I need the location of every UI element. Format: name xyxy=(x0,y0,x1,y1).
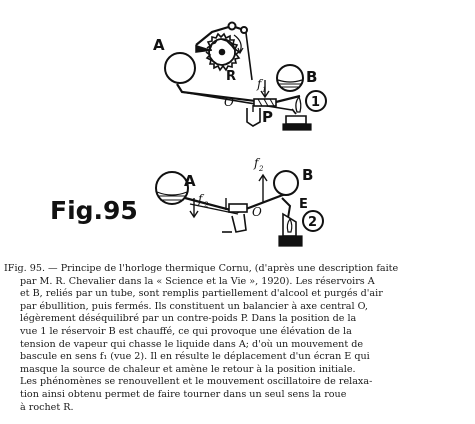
label-b-view2: B xyxy=(302,166,314,184)
label-a-view1: A xyxy=(153,36,165,54)
label-f2-top-sub: 2 xyxy=(259,165,264,173)
caption-line: IFig. 95. — Principe de l'horloge thermique Cornu, (d'après une description faite xyxy=(4,263,399,274)
ratchet-wheel xyxy=(206,34,239,70)
caption-line: bascule en sens f₁ (vue 2). Il en résulte le déplacement d'un écran E qui xyxy=(20,351,370,363)
view-2 xyxy=(156,171,323,246)
label-f1: f xyxy=(257,77,262,91)
label-b-view1: B xyxy=(306,68,318,86)
view-1 xyxy=(165,23,326,131)
label-f1-sub: 1 xyxy=(262,86,267,94)
figure-caption xyxy=(4,263,470,414)
caption-line: tion ainsi obtenu permet de faire tourner dans un seul sens la roue xyxy=(20,388,347,400)
reservoir-b-view2 xyxy=(274,171,298,195)
label-r: R xyxy=(226,69,237,84)
label-p: P xyxy=(262,108,273,126)
caption-line: par ébullition, puis fermés. Ils constituent un balancier à axe central O, xyxy=(20,300,368,312)
caption-line: tension de vapeur qui chasse le liquide dans A; d'où un mouvement de xyxy=(20,338,364,350)
circled-number-2: 2 xyxy=(308,215,318,230)
figure-label: Fig.95 xyxy=(50,196,138,225)
label-f2-left: f xyxy=(198,192,203,206)
circled-number-1: 1 xyxy=(311,95,321,110)
caption-line: à rochet R. xyxy=(20,401,74,413)
reservoir-a-view1 xyxy=(165,53,195,83)
label-o-view2: O xyxy=(252,205,262,219)
label-e: E xyxy=(299,197,308,212)
caption-line: masque la source de chaleur et amène le retour à la position initiale. xyxy=(20,363,356,375)
caption-line: et B, reliés par un tube, sont remplis partiellement d'alcool et purgés d'air xyxy=(20,288,383,300)
caption-line: vue 1 le réservoir B est chauffé, ce qui provoque une élévation de la xyxy=(20,325,352,337)
caption-line: par M. R. Chevalier dans la « Science et la Vie », 1920). Les réservoirs A xyxy=(20,275,375,287)
label-a-view2: A xyxy=(184,172,196,190)
label-f2-top: f xyxy=(254,156,259,170)
caption-line: Les phénomènes se renouvellent et le mouvement oscillatoire de relaxa- xyxy=(20,376,373,388)
label-o-view1: O xyxy=(224,95,234,109)
caption-line: légèrement déséquilibré par un contre-poids P. Dans la position de la xyxy=(20,313,357,325)
label-f2-left-sub: 2 xyxy=(204,201,209,209)
